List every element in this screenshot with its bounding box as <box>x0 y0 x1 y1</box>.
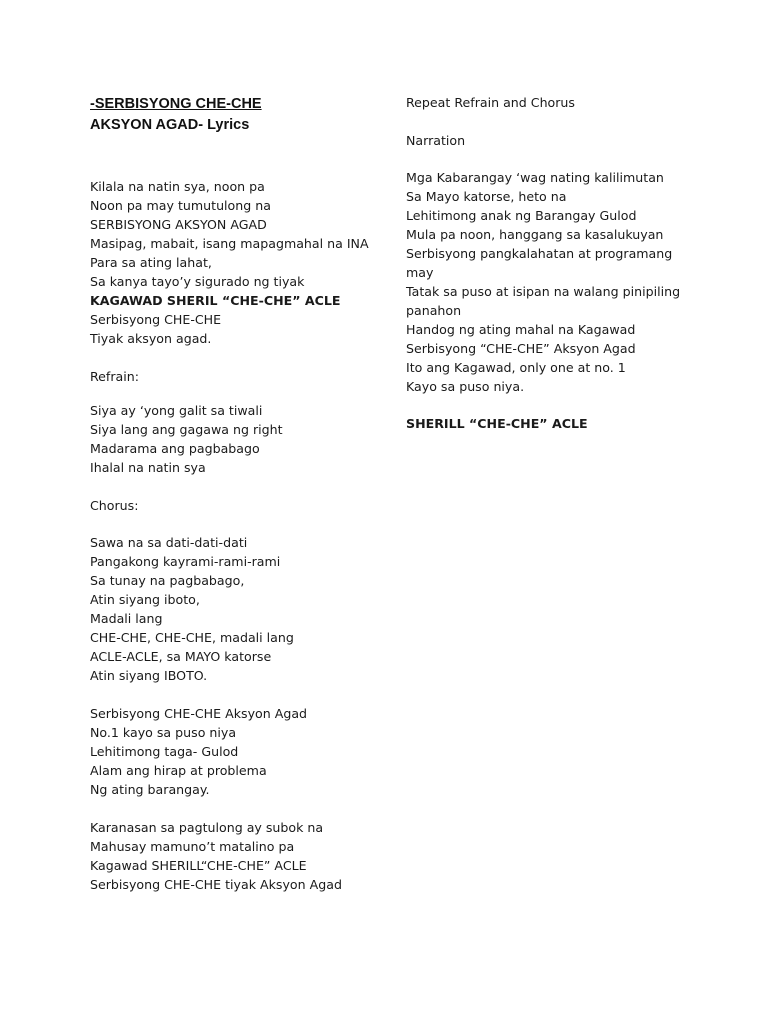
verse3-line: Mahusay mamuno’t matalino pa <box>90 839 295 854</box>
narration-line: Kayo sa puso niya. <box>406 379 525 394</box>
refrain-line: Ihalal na natin sya <box>90 460 206 475</box>
verse1-line: Masipag, mabait, isang mapagmahal na INA <box>90 236 369 251</box>
narration-line: may <box>406 265 434 280</box>
narration-line: Handog ng ating mahal na Kagawad <box>406 322 636 337</box>
repeat-instruction: Repeat Refrain and Chorus <box>406 95 575 110</box>
chorus-label: Chorus: <box>90 498 139 513</box>
narration-line: Lehitimong anak ng Barangay Gulod <box>406 208 637 223</box>
narration-line: panahon <box>406 303 462 318</box>
chorus-line: Atin siyang iboto, <box>90 592 200 607</box>
document-title <box>90 94 262 136</box>
verse1-line: Tiyak aksyon agad. <box>90 331 212 346</box>
narration-line: Ito ang Kagawad, only one at no. 1 <box>406 360 626 375</box>
verse2-line: Ng ating barangay. <box>90 782 210 797</box>
signature-line: SHERILL “CHE-CHE” ACLE <box>406 416 588 431</box>
title-line-1: -SERBISYONG CHE-CHE <box>90 96 262 112</box>
refrain-line: Madarama ang pagbabago <box>90 441 260 456</box>
verse1-line: Sa kanya tayo’y sigurado ng tiyak <box>90 274 305 289</box>
title-line-2: AKSYON AGAD- Lyrics <box>90 117 250 133</box>
chorus-line: Sawa na sa dati-dati-dati <box>90 535 248 550</box>
chorus-line: ACLE-ACLE, sa MAYO katorse <box>90 649 272 664</box>
verse1-line: Para sa ating lahat, <box>90 255 212 270</box>
verse3-line: Kagawad SHERILL“CHE-CHE” ACLE <box>90 858 307 873</box>
narration-line: Mula pa noon, hanggang sa kasalukuyan <box>406 227 664 242</box>
narration-line: Tatak sa puso at isipan na walang pinipiling <box>406 284 681 299</box>
verse1-line-bold: KAGAWAD SHERIL “CHE-CHE” ACLE <box>90 293 341 308</box>
refrain-line: Siya ay ‘yong galit sa tiwali <box>90 403 263 418</box>
refrain-label: Refrain: <box>90 369 139 384</box>
narration-line: Mga Kabarangay ‘wag nating kalilimutan <box>406 170 664 185</box>
chorus-line: Atin siyang IBOTO. <box>90 668 208 683</box>
verse1-line: SERBISYONG AKSYON AGAD <box>90 217 267 232</box>
verse1-line: Noon pa may tumutulong na <box>90 198 271 213</box>
chorus-line: Sa tunay na pagbabago, <box>90 573 245 588</box>
verse3-line: Serbisyong CHE-CHE tiyak Aksyon Agad <box>90 877 342 892</box>
verse2-line: Alam ang hirap at problema <box>90 763 267 778</box>
verse2-line: Lehitimong taga- Gulod <box>90 744 239 759</box>
chorus-line: Madali lang <box>90 611 163 626</box>
chorus-line: CHE-CHE, CHE-CHE, madali lang <box>90 630 294 645</box>
verse1-line: Kilala na natin sya, noon pa <box>90 179 265 194</box>
verse3-line: Karanasan sa pagtulong ay subok na <box>90 820 324 835</box>
narration-line: Serbisyong “CHE-CHE” Aksyon Agad <box>406 341 636 356</box>
verse1-line: Serbisyong CHE-CHE <box>90 312 222 327</box>
verse2-line: No.1 kayo sa puso niya <box>90 725 237 740</box>
refrain-line: Siya lang ang gagawa ng right <box>90 422 283 437</box>
narration-line: Serbisyong pangkalahatan at programang <box>406 246 673 261</box>
verse2-line: Serbisyong CHE-CHE Aksyon Agad <box>90 706 308 721</box>
chorus-line: Pangakong kayrami-rami-rami <box>90 554 281 569</box>
narration-label: Narration <box>406 133 466 148</box>
narration-line: Sa Mayo katorse, heto na <box>406 189 567 204</box>
